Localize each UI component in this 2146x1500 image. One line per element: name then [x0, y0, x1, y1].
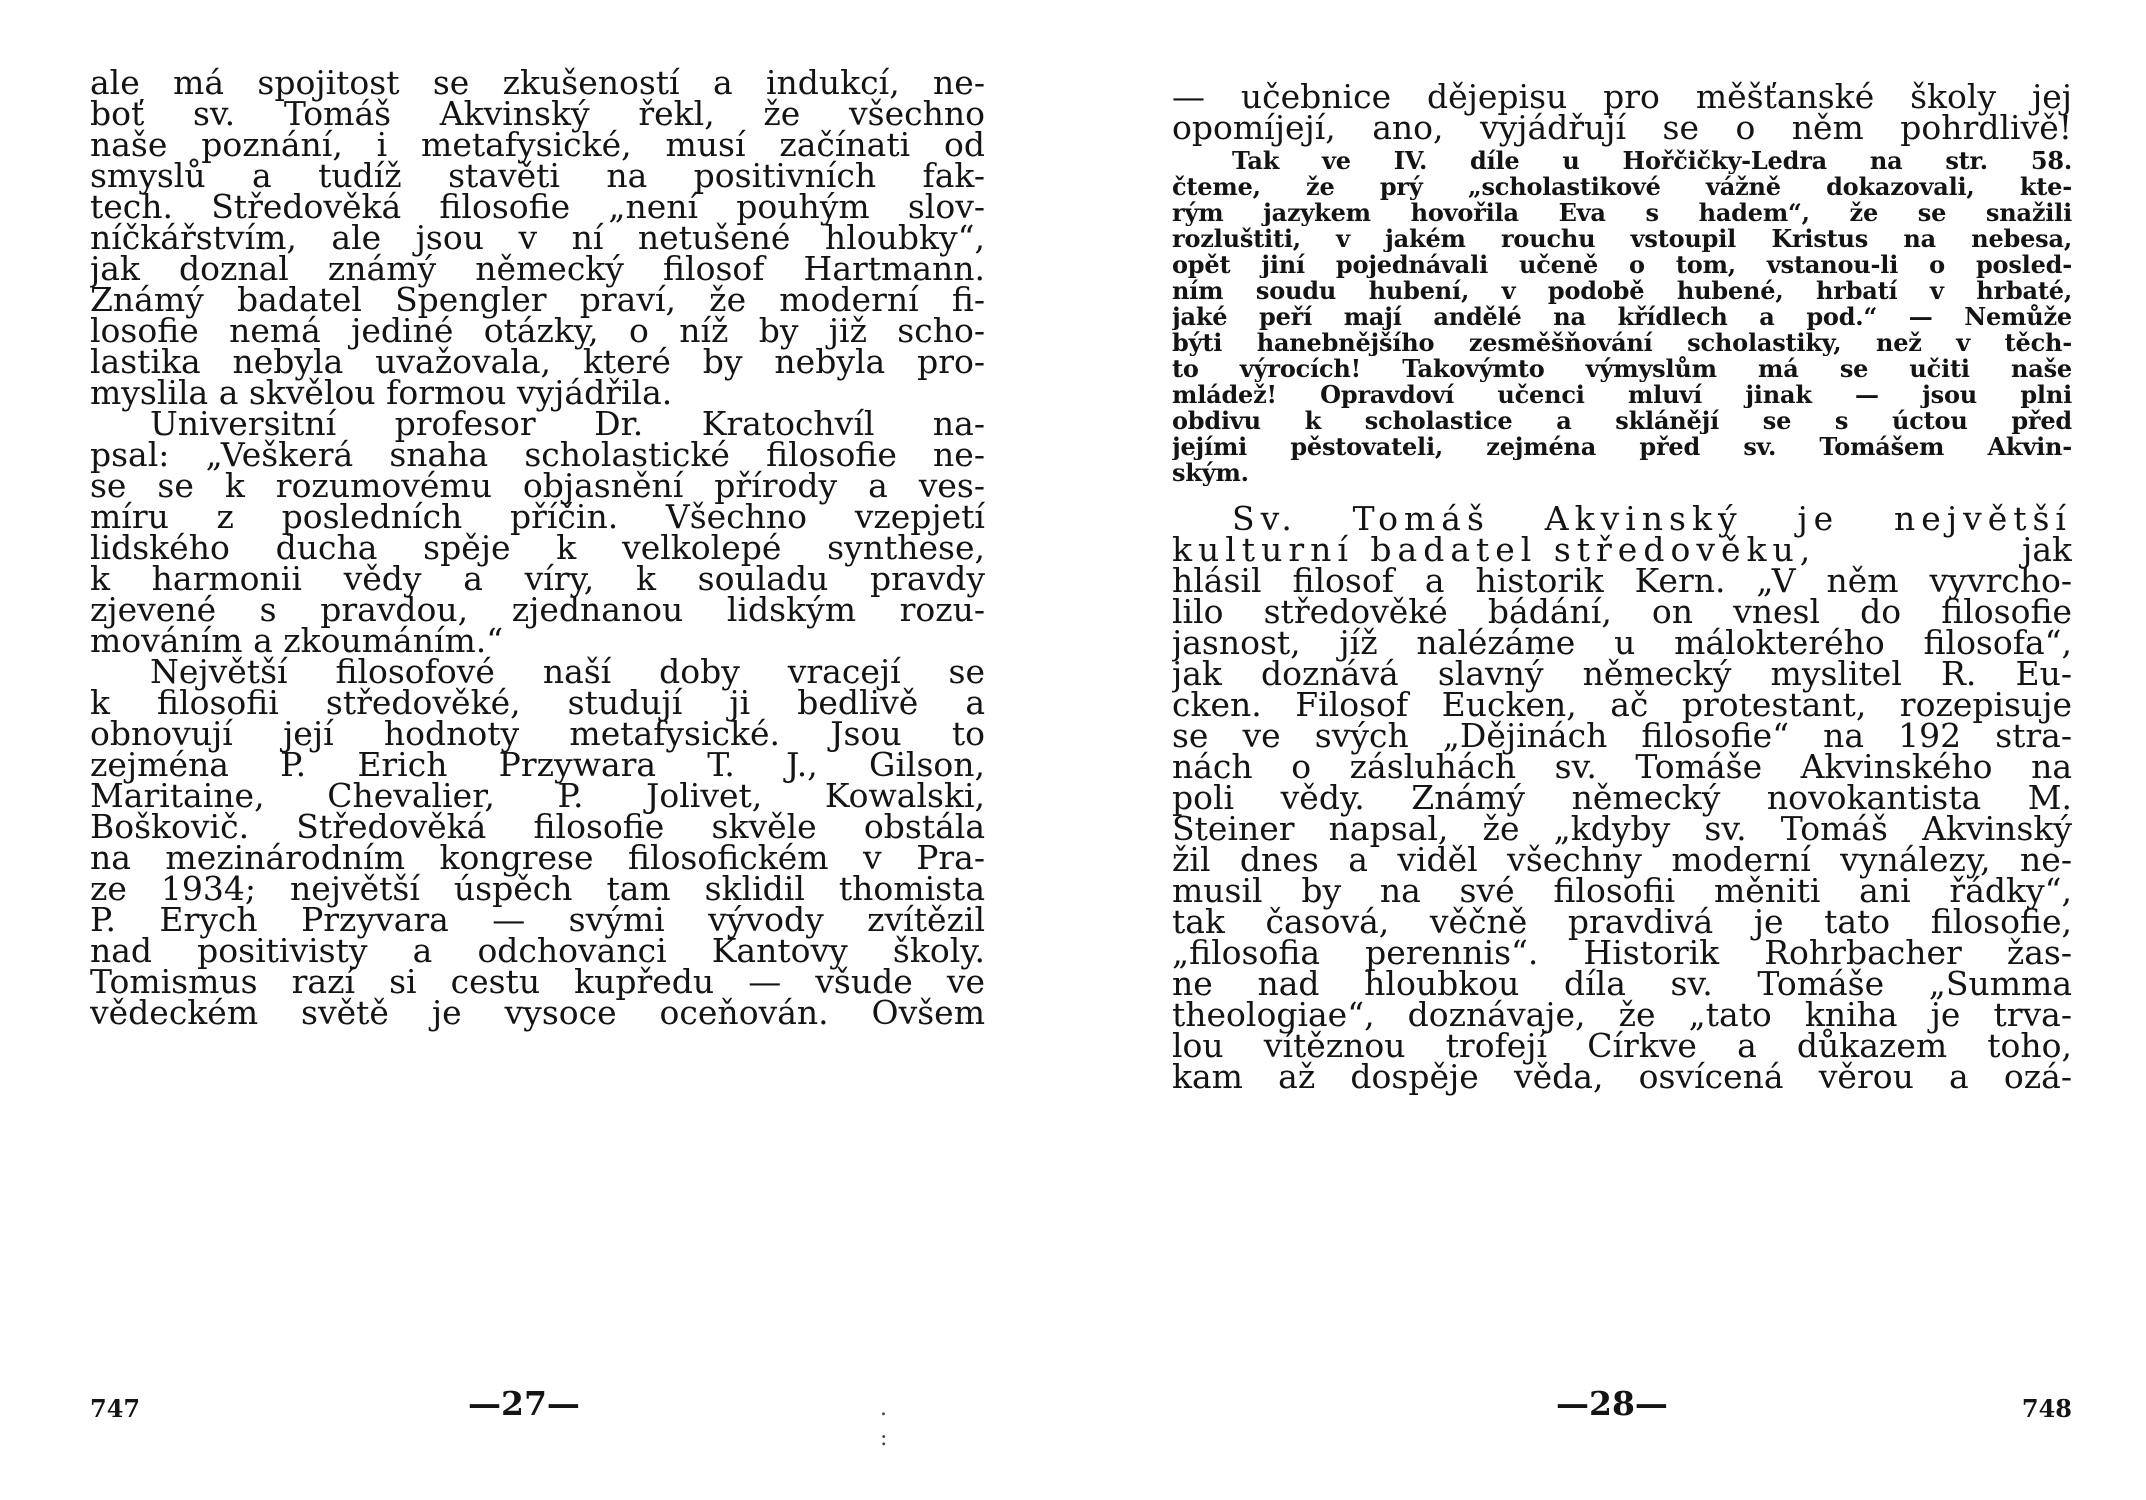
right-line-15: „filosofia perennis“. Historik Rohrbacher žas- [1172, 934, 2072, 972]
left-line-5: tech. Středověká filosofie „není pouhým slov- [90, 188, 985, 226]
footnote-line-10: mládež! Opravdoví učenci mluví jinak — jsou plni [1172, 382, 2072, 408]
right-line-1: — učebnice dějepisu pro měšťanské školy jej [1172, 78, 2072, 116]
right-line-3: hlásil filosof a historik Kern. „V něm vyvrcho- [1172, 562, 2072, 600]
left-line-19: mováním a zkoumáním.“ [90, 622, 504, 660]
left-line-29: nad positivisty a odchovanci Kantovy školy. [90, 932, 985, 970]
right-line-14: tak časová, věčně pravdivá je tato filosofie, [1172, 903, 2072, 941]
left-line-12: Universitní profesor Dr. Kratochvíl na- [150, 405, 985, 443]
footnote-line-8: býti hanebnějšího zesměšňování scholastiky, než v těch- [1172, 330, 2072, 356]
footnote-line-1: Tak ve IV. díle u Hořčičky-Ledra na str. 58. [1232, 148, 2072, 174]
left-line-30: Tomismus razí si cestu kupředu — všude ve [90, 963, 985, 1001]
left-line-1: ale má spojitost se zkušeností a indukcí, ne- [90, 64, 985, 102]
right-line-13: musil by na své filosofii měniti ani řádky“, [1172, 872, 2072, 910]
left-line-26: na mezinárodním kongrese filosofickém v Pra- [90, 839, 985, 877]
footnote-line-11: obdivu k scholastice a sklánějí se s úctou před [1172, 408, 2072, 434]
left-line-4: smyslů a tudíž stavěti na positivních fak- [90, 157, 985, 195]
right-line-6: jak doznává slavný německý myslitel R. Eu- [1172, 655, 2072, 693]
folio-number-right: 748 [2021, 1394, 2072, 1423]
left-line-7: jak doznal známý německý filosof Hartmann. [90, 250, 985, 288]
footnote-line-3: rým jazykem hovořila Eva s hadem“, že se snažili [1172, 200, 2072, 226]
right-line-5: jasnost, jíž nalézáme u málokterého filosofa“, [1172, 624, 2072, 662]
left-line-25: Boškovič. Středověká filosofie skvěle obstála [90, 808, 985, 846]
left-page [90, 0, 985, 1500]
left-line-20: Největší filosofové naší doby vracejí se [150, 653, 985, 691]
left-line-9: losofie nemá jediné otázky, o níž by již scho- [90, 312, 985, 350]
page-number-left: —27— [468, 1384, 580, 1423]
left-line-27: ze 1934; největší úspěch tam sklidil thomista [90, 870, 985, 908]
left-line-21: k filosofii středověké, studují ji bedlivě a [90, 684, 985, 722]
left-line-28: P. Erych Przyvara — svými vývody zvítězil [90, 901, 985, 939]
emphasis-line-2-tail: jak [2022, 531, 2072, 569]
emphasis-line-2-spaced: kulturní badatel středověku, [1172, 531, 1817, 569]
right-line-4: lilo středověké bádání, on vnesl do filosofie [1172, 593, 2072, 631]
left-line-22: obnovují její hodnoty metafysické. Jsou to [90, 715, 985, 753]
left-line-6: níčkářstvím, ale jsou v ní netušené hloubky“, [90, 219, 985, 257]
emphasis-line-1: Sv. Tomáš Akvinský je největší [1232, 500, 2072, 538]
left-line-8: Známý badatel Spengler praví, že moderní fi- [90, 281, 985, 319]
left-line-14: se se k rozumovému objasnění přírody a ves- [90, 467, 985, 505]
left-line-3: naše poznání, i metafysické, musí začínati od [90, 126, 985, 164]
left-line-31: vědeckém světě je vysoce oceňován. Ovšem [90, 994, 985, 1032]
folio-number-left: 747 [90, 1394, 141, 1423]
footnote-line-9: to výrocích! Takovýmto výmyslům má se učiti naše [1172, 356, 2072, 382]
left-line-16: lidského ducha spěje k velkolepé synthese, [90, 529, 985, 567]
footnote-line-6: ním soudu hubení, v podobě hubené, hrbatí v hrbaté, [1172, 278, 2072, 304]
left-line-18: zjevené s pravdou, zjednanou lidským rozu- [90, 591, 985, 629]
right-line-18: lou vítěznou trofejí Církve a důkazem toho, [1172, 1027, 2072, 1065]
page-number-right: —28— [1556, 1384, 1668, 1423]
footnote-line-2: čteme, že prý „scholastikové vážně dokazovali, kte- [1172, 174, 2072, 200]
left-line-11: myslila a skvělou formou vyjádřila. [90, 374, 673, 412]
right-line-2: opomíjejí, ano, vyjádřují se o něm pohrdlivě! [1172, 109, 2072, 147]
left-line-23: zejména P. Erich Przywara T. J., Gilson, [90, 746, 985, 784]
right-page [1172, 0, 2072, 1500]
footnote-line-7: jaké peří mají andělé na křídlech a pod.“ — Nemůže [1172, 304, 2072, 330]
right-line-11: Steiner napsal, že „kdyby sv. Tomáš Akvinský [1172, 810, 2072, 848]
right-line-16: ne nad hloubkou díla sv. Tomáše „Summa [1172, 965, 2072, 1003]
footnote-line-4: rozluštiti, v jakém rouchu vstoupil Kristus na nebesa, [1172, 226, 2072, 252]
left-line-13: psal: „Veškerá snaha scholastické filosofie ne- [90, 436, 985, 474]
right-line-10: poli vědy. Známý německý novokantista M. [1172, 779, 2072, 817]
footnote-line-12: jejími pěstovateli, zejména před sv. Tomášem Akvin- [1172, 434, 2072, 460]
footnote-line-5: opět jiní pojednávali učeně o tom, vstanou-li o posled- [1172, 252, 2072, 278]
footnote-line-13: ským. [1172, 460, 1249, 486]
left-line-24: Maritaine, Chevalier, P. Jolivet, Kowalski, [90, 777, 985, 815]
left-line-2: boť sv. Tomáš Akvinský řekl, že všechno [90, 95, 985, 133]
right-line-19: kam až dospěje věda, osvícená věrou a ozá- [1172, 1058, 2072, 1096]
right-line-12: žil dnes a viděl všechny moderní vynálezy, ne- [1172, 841, 2072, 879]
right-line-7: cken. Filosof Eucken, ač protestant, rozepisuje [1172, 686, 2072, 724]
right-line-17: theologiae“, doznávaje, že „tato kniha je trva- [1172, 996, 2072, 1034]
left-line-17: k harmonii vědy a víry, k souladu pravdy [90, 560, 985, 598]
stray-marks: . : [880, 1396, 918, 1451]
left-line-15: míru z posledních příčin. Všechno vzepjetí [90, 498, 985, 536]
left-line-10: lastika nebyla uvažovala, které by nebyla pro- [90, 343, 985, 381]
right-line-9: nách o zásluhách sv. Tomáše Akvinského na [1172, 748, 2072, 786]
right-line-8: se ve svých „Dějinách filosofie“ na 192 stra- [1172, 717, 2072, 755]
